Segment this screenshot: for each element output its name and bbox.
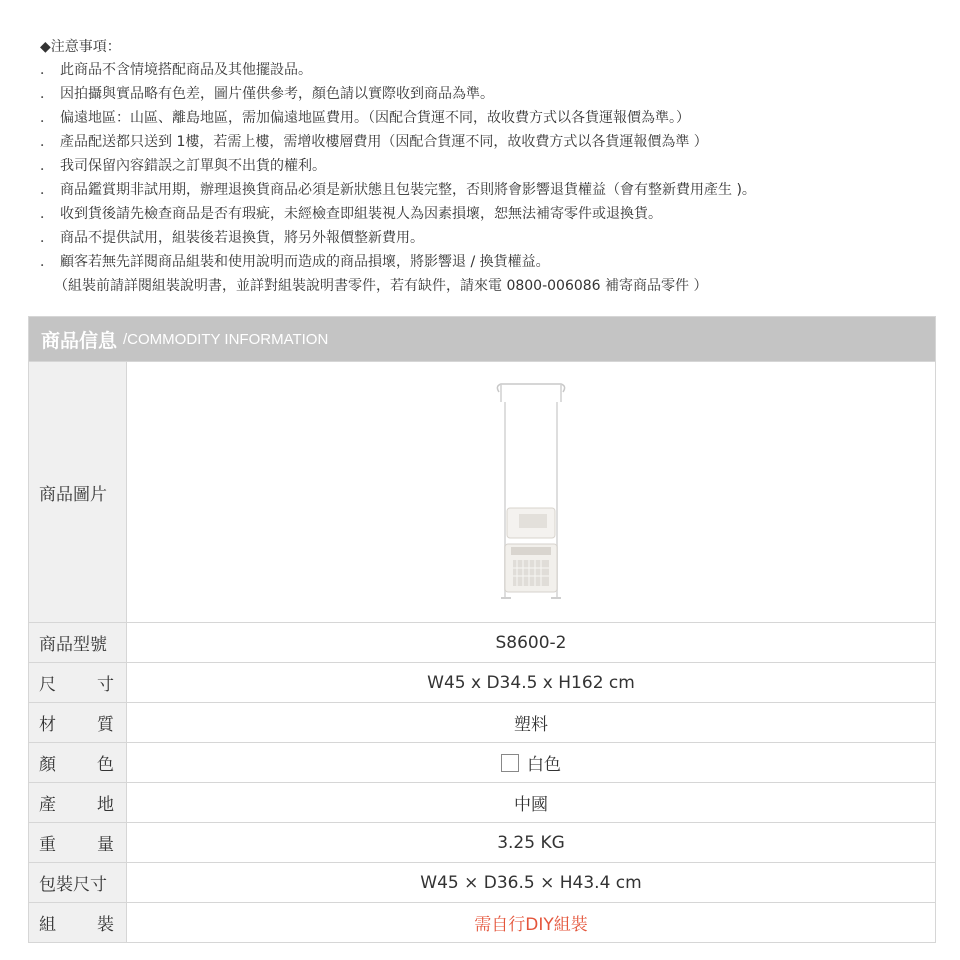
table-row-size [29,662,935,702]
info-title-en: /COMMODITY INFORMATION [123,330,329,348]
note-item: ． 此商品不含情境搭配商品及其他擺設品。 [40,62,312,78]
value-weight: 3.25 KG [497,832,565,853]
value-package-size: W45 × D36.5 × H43.4 cm [420,872,642,893]
label-origin: 產 地 [29,783,127,822]
note-item: ． 偏遠地區：山區、離島地區，需加偏遠地區費用。（因配合貨運不同，故收費方式以各貨運報價為準。） [40,110,690,126]
note-item: ． 顧客若無先詳閱商品組裝和使用說明而造成的商品損壞，將影響退 / 換貨權益。 [40,254,550,270]
color-name: 白色 [527,755,561,775]
label-weight: 重 量 [29,823,127,862]
label-package-size: 包裝尺寸 [29,863,127,902]
table-row-assembly [29,902,935,942]
info-title-cn: 商品信息 [41,329,118,352]
table-row-color [29,742,935,782]
rack-illustration [481,372,581,612]
label-material: 材 質 [29,703,127,742]
value-model: S8600-2 [495,632,567,653]
table-row-material [29,702,935,742]
label-model: 商品型號 [29,623,127,662]
label-size: 尺 寸 [29,663,127,702]
note-assembly-tail: （組裝前請詳閱組裝說明書，並詳對組裝說明書零件，若有缺件，請來電 0800-006086 補寄商品零件 ） [54,278,708,294]
value-color [127,743,935,782]
color-swatch-white [501,754,519,772]
table-row-weight [29,822,935,862]
table-row-model [29,622,935,662]
note-item: ． 產品配送都只送到 1樓，若需上樓，需增收樓層費用（因配合貨運不同，故收費方式以各貨運報價為準 ） [40,134,708,150]
label-image: 商品圖片 [29,362,127,622]
product-image [127,362,935,622]
notes-section [40,36,940,298]
value-material: 塑料 [514,715,548,735]
commodity-info-table [28,316,936,943]
info-header [29,317,935,361]
label-color: 顏 色 [29,743,127,782]
note-item: ． 商品不提供試用，組裝後若退換貨，將另外報價整新費用。 [40,230,424,246]
note-item: ． 商品鑑賞期非試用期，辦理退換貨商品必須是新狀態且包裝完整，否則將會影響退貨權益（會有整新費用產生 )。 [40,182,756,198]
value-assembly: 需自行DIY組裝 [474,915,588,935]
table-row-origin [29,782,935,822]
value-origin: 中國 [514,795,548,815]
note-item: ． 因拍攝與實品略有色差，圖片僅供參考，顏色請以實際收到商品為準。 [40,86,494,102]
note-item: ． 我司保留內容錯誤之訂單與不出貨的權利。 [40,158,326,174]
note-item: ． 收到貨後請先檢查商品是否有瑕疵，未經檢查即組裝視人為因素損壞，恕無法補寄零件或退換貨。 [40,206,662,222]
notes-title: ◆注意事項： [40,39,121,55]
value-size: W45 x D34.5 x H162 cm [427,672,635,693]
table-row-image [29,361,935,622]
label-assembly: 組 裝 [29,903,127,942]
table-row-package-size [29,862,935,902]
